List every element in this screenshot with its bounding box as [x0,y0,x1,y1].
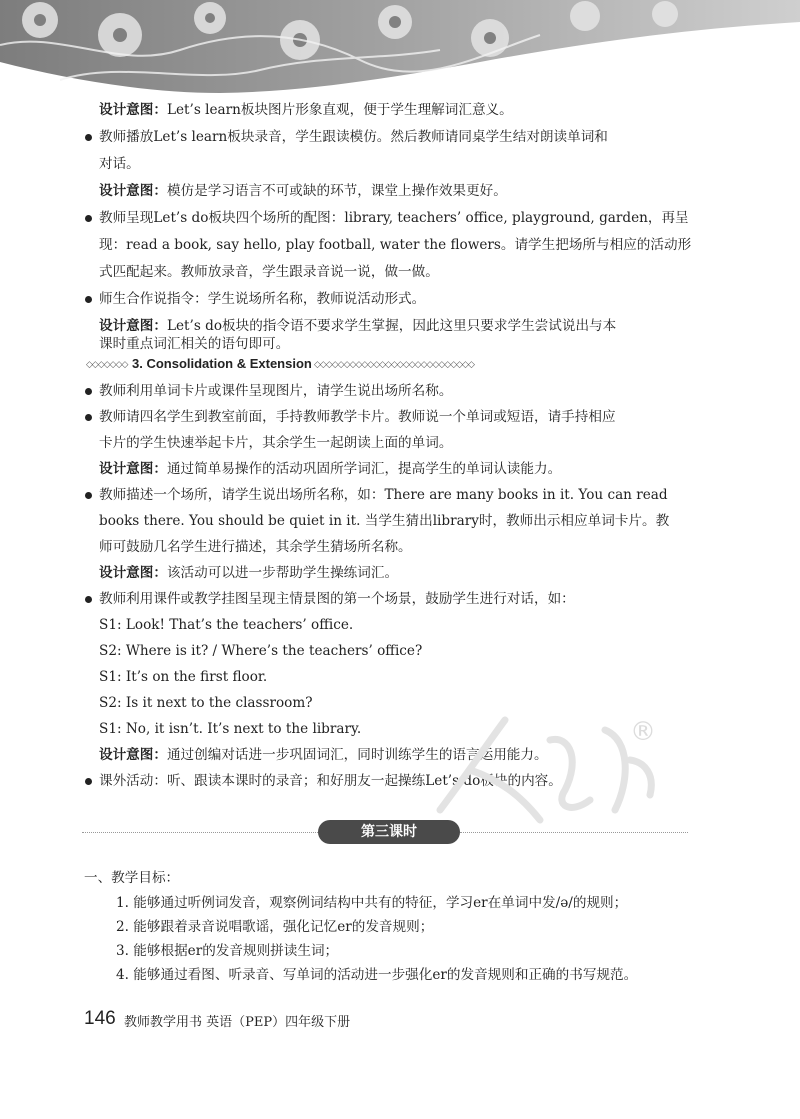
design-intent-line [99,317,616,335]
registered-mark: ® [630,717,656,747]
lesson-badge: 第三课时 [318,820,460,844]
dialogue-line: S2: Is it next to the classroom? [99,695,313,711]
continuation-line: 现：read a book, say hello, play football, water the flowers。请学生把场所与相应的活动形 [99,237,692,253]
design-intent-line [99,101,513,119]
design-intent-label: 设计意图： [99,102,167,118]
dialogue-line: S1: It’s on the first floor. [99,669,268,685]
publisher-watermark-icon [430,700,690,830]
bullet-icon [85,596,92,603]
continuation-line: 对话。 [99,156,140,172]
bullet-icon [85,215,92,222]
bullet-line: 教师利用课件或教学挂图呈现主情景图的第一个场景，鼓励学生进行对话，如： [99,591,575,607]
continuation-line: 卡片的学生快速举起卡片，其余学生一起朗读上面的单词。 [99,435,453,451]
design-intent-line [99,182,507,200]
bullet-icon [85,414,92,421]
objective-item: 3. 能够根据er的发音规则拼读生词； [116,943,339,959]
line-text: Let’s do板块的指令语不要求学生掌握，因此这里只要求学生尝试说出与本 [166,318,617,334]
floral-header-banner [0,0,800,95]
objective-item: 4. 能够通过看图、听录音、写单词的活动进一步强化er的发音规则和正确的书写规范。 [116,967,638,983]
design-intent-line [99,460,561,478]
design-intent-label: 设计意图： [99,747,167,763]
bullet-line: 课外活动：听、跟读本课时的录音；和好朋友一起操练Let’s do板块的内容。 [99,773,562,789]
book-title: 教师教学用书 英语（PEP）四年级下册 [124,1015,351,1030]
divider-line [460,832,688,833]
divider-line [82,832,318,833]
page-number: 146 [84,1008,116,1029]
bullet-icon [85,492,92,499]
design-intent-label: 设计意图： [99,565,167,581]
objectives-heading: 一、教学目标： [84,870,180,886]
continuation-line: 课时重点词汇相关的语句即可。 [99,336,290,352]
design-intent-label: 设计意图： [99,318,167,334]
continuation-line: 式匹配起来。教师放录音，学生跟录音说一说，做一做。 [99,264,439,280]
bullet-line: 教师描述一个场所，请学生说出场所名称，如：There are many books in it. You can read [99,487,668,503]
bullet-line: 教师播放Let’s learn板块录音，学生跟读模仿。然后教师请同桌学生结对朗读单词和 [99,129,608,145]
line-text: 该活动可以进一步帮助学生操练词汇。 [166,565,399,581]
objective-item: 1. 能够通过听例词发音，观察例词结构中共有的特征，学习er在单词中发/ə/的规则； [116,895,628,911]
continuation-line: books there. You should be quiet in it. 当学生猜出library时，教师出示相应单词卡片。教 [99,513,670,529]
wave-rule-left-icon: ◇◇◇◇◇◇◇ [86,360,128,370]
bullet-icon [85,134,92,141]
wave-rule-right-icon: ◇◇◇◇◇◇◇◇◇◇◇◇◇◇◇◇◇◇◇◇◇◇◇◇◇◇◇ [314,360,474,370]
continuation-line: 师可鼓励几名学生进行描述，其余学生猜场所名称。 [99,539,412,555]
line-text: 通过创编对话进一步巩固词汇，同时训练学生的语言运用能力。 [166,747,548,763]
bullet-line: 教师呈现Let’s do板块四个场所的配图：library, teachers’ office, playground, garden，再呈 [99,210,689,226]
design-intent-label: 设计意图： [99,183,167,199]
section-heading: 3. Consolidation & Extension [132,356,312,371]
design-intent-line [99,564,398,582]
dialogue-line: S2: Where is it? / Where’s the teachers’ office? [99,643,423,659]
bullet-line: 教师请四名学生到教室前面，手持教师教学卡片。教师说一个单词或短语，请手持相应 [99,409,616,425]
line-text: 通过简单易操作的活动巩固所学词汇，提高学生的单词认读能力。 [166,461,562,477]
dialogue-line: S1: No, it isn’t. It’s next to the library. [99,721,362,737]
dialogue-line: S1: Look! That’s the teachers’ office. [99,617,354,633]
bullet-line: 教师利用单词卡片或课件呈现图片，请学生说出场所名称。 [99,383,453,399]
line-text: 模仿是学习语言不可或缺的环节，课堂上操作效果更好。 [166,183,507,199]
bullet-icon [85,388,92,395]
bullet-line: 师生合作说指令：学生说场所名称，教师说活动形式。 [99,291,426,307]
objective-item: 2. 能够跟着录音说唱歌谣，强化记忆er的发音规则； [116,919,434,935]
design-intent-label: 设计意图： [99,461,167,477]
line-text: Let’s learn板块图片形象直观，便于学生理解词汇意义。 [166,102,513,118]
bullet-icon [85,778,92,785]
bullet-icon [85,296,92,303]
